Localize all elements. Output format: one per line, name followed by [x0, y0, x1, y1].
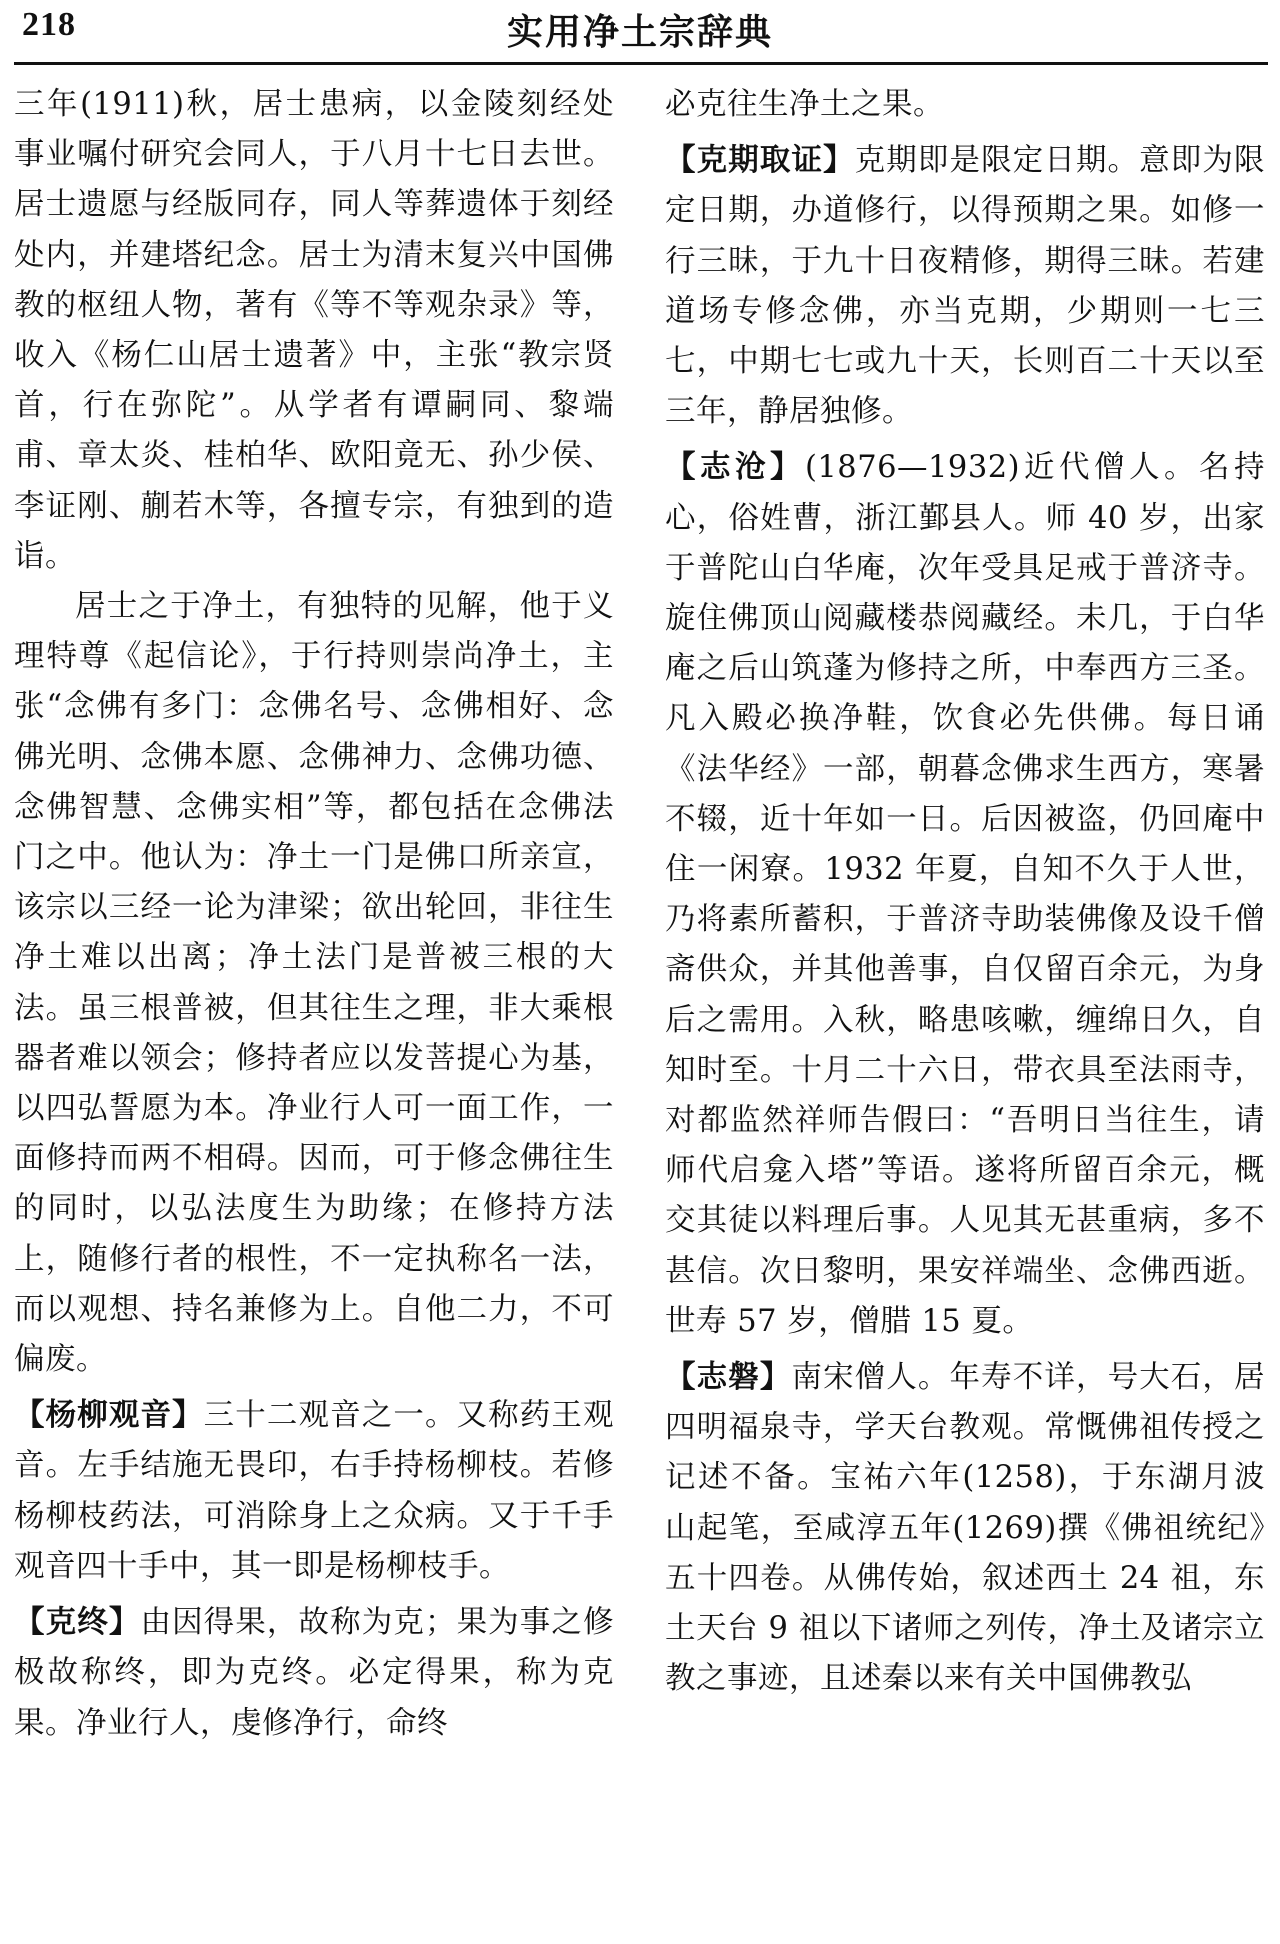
dictionary-entry-zhipan: [665, 1353, 1265, 1704]
running-title: 实用净土宗辞典: [506, 11, 773, 53]
dictionary-entry-keqi-quzheng: [665, 136, 1265, 437]
yang-renshan-continuation: 三年(1911)秋，居士患病，以金陵刻经处事业嘱付研究会同人，于八月十七日去世。居士遗愿与经版同存，同人等葬遗体于刻经处内，并建塔纪念。居士为清末复兴中国佛教的枢纽人物，著有《等不等观杂录》等，收入《杨仁山居士遗著》中，主张“教宗贤首，行在弥陀”。从学者有谭嗣同、黎端甫、章太炎、桂柏华、欧阳竟无、孙少侯、李证刚、蒯若木等，各擅专宗，有独到的造诣。: [14, 87, 614, 574]
entry-headword: 【志磐】: [665, 1360, 792, 1396]
page-number: 218: [22, 6, 76, 43]
kezhong-continuation: 必克往生净土之果。: [665, 87, 944, 122]
entry-headword: 【克终】: [14, 1605, 141, 1641]
entry-body: (1876—1932)近代僧人。名持心，俗姓曹，浙江鄞县人。师 40 岁，出家于普陀山白华庵，次年受具足戒于普济寺。旋住佛顶山阅藏楼恭阅藏经。未几，于白华庵之后山筑蓬为修持之所，中奉西方三圣。凡入殿必换净鞋，饮食必先供佛。每日诵《法华经》一部，朝暮念佛求生西方，寒暑不辍，近十年如一日。后因被盗，仍回庵中住一闲寮。1932 年夏，自知不久于人世，乃将素所蓄积，于普济寺助装佛像及设千僧斋供众，并其他善事，自仅留百余元，为身后之需用。入秋，略患咳嗽，缠绵日久，自知时至。十月二十六日，带衣具至法雨寺，对都监然祥师告假曰：“吾明日当往生，请师代启龛入塔”等语。遂将所留百余元，概交其徒以料理后事。人见其无甚重病，多不甚信。次日黎明，果安祥端坐、念佛西逝。世寿 57 岁，僧腊 15 夏。: [665, 450, 1265, 1339]
left-column: [14, 80, 614, 1940]
entry-headword: 【志沧】: [665, 450, 805, 486]
yang-renshan-pure-land-paragraph: 居士之于净土，有独特的见解，他于义理特尊《起信论》，于行持则崇尚净土，主张“念佛有多门：念佛名号、念佛相好、念佛光明、念佛本愿、念佛神力、念佛功德、念佛智慧、念佛实相”等，都包括在念佛法门之中。他认为：净土一门是佛口所亲宣，该宗以三经一论为津梁；欲出轮回，非往生净土难以出离；净土法门是普被三根的大法。虽三根普被，但其往生之理，非大乘根器者难以领会；修持者应以发菩提心为基，以四弘誓愿为本。净业行人可一面工作，一面修持而两不相碍。因而，可于修念佛往生的同时，以弘法度生为助缘；在修持方法上，随修行者的根性，不一定执称名一法，而以观想、持名兼修为上。自他二力，不可偏废。: [14, 589, 614, 1378]
entry-body: 三十二观音之一。又称药王观音。左手结施无畏印，右手持杨柳枝。若修杨柳枝药法，可消除身上之众病。又于千手观音四十手中，其一即是杨柳枝手。: [14, 1398, 614, 1584]
right-column: [665, 80, 1265, 1940]
entry-body: 克期即是限定日期。意即为限定日期，办道修行，以得预期之果。如修一行三昧，于九十日夜精修，期得三昧。若建道场专修念佛，亦当克期，少期则一七三七，中期七七或九十天，长则百二十天以至三年，静居独修。: [665, 143, 1265, 430]
dictionary-entry-zhicang: [665, 443, 1265, 1347]
entry-body: 南宋僧人。年寿不详，号大石，居四明福泉寺，学天台教观。常慨佛祖传授之记述不备。宝祐六年(1258)，于东湖月波山起笔，至咸淳五年(1269)撰《佛祖统纪》五十四卷。从佛传始，叙述西土 24 祖，东土天台 9 祖以下诸师之列传，净土及诸宗立教之事迹，且述秦以来有关中国佛教弘: [665, 1360, 1265, 1697]
entry-headword: 【克期取证】: [665, 143, 855, 179]
header-rule: [14, 62, 1268, 65]
entry-headword: 【杨柳观音】: [14, 1398, 204, 1434]
dictionary-entry-yangliu-guanyin: [14, 1391, 614, 1592]
page-header: [0, 0, 1280, 70]
dictionary-entry-kezhong: [14, 1598, 614, 1749]
entry-body: 由因得果，故称为克；果为事之修极故称终，即为克终。必定得果，称为克果。净业行人，虔修净行，命终: [14, 1605, 614, 1741]
